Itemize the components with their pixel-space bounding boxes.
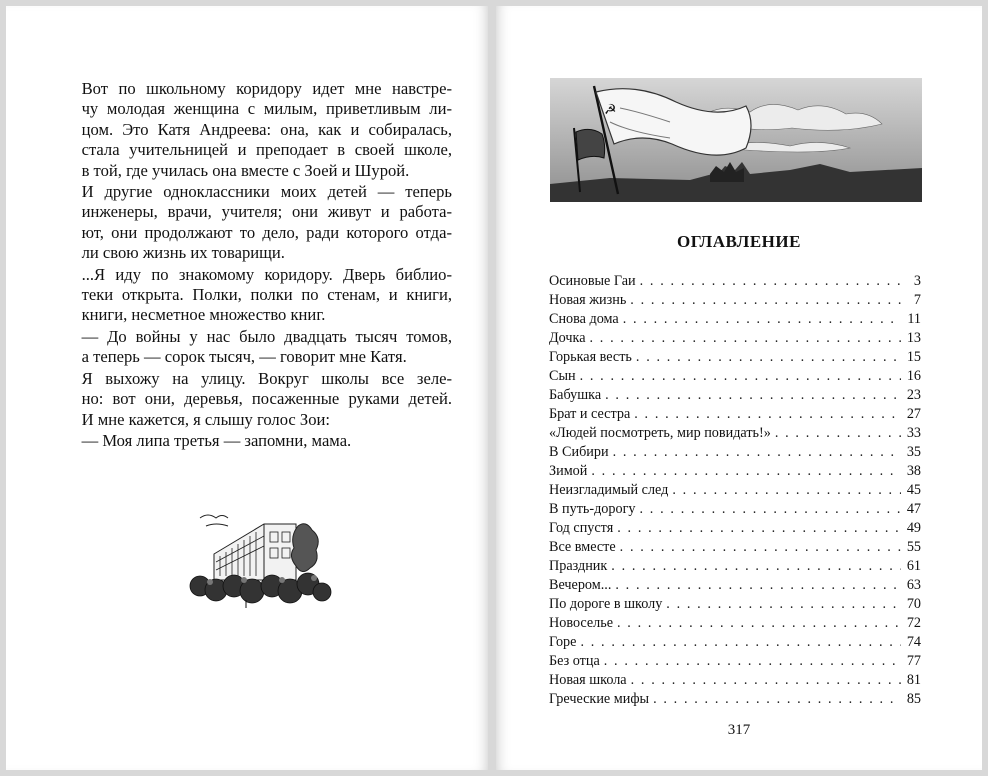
toc-entry-page: 72 (906, 615, 921, 631)
toc-leader-dots (604, 652, 901, 671)
toc-leader-dots (580, 633, 901, 652)
toc-leader-dots (666, 595, 901, 614)
toc-entry-title: Неизгладимый след (549, 482, 669, 498)
text-line: чу молодая женщина с милым, приветливым ли- (81, 99, 452, 119)
paragraph (60, 369, 452, 430)
toc-leader-dots (630, 291, 901, 310)
toc-entry[interactable] (549, 519, 921, 538)
toc-entry-page: 47 (906, 501, 921, 517)
toc-entry-title: Новая жизнь (549, 292, 627, 308)
toc-entry-page: 70 (906, 596, 921, 612)
toc-leader-dots (775, 424, 901, 443)
text-line: в той, где училась она вместе с Зоей и Шурой. (81, 160, 410, 180)
toc-entry[interactable] (549, 690, 921, 709)
toc-entry-page: 55 (906, 539, 921, 555)
toc-leader-dots (611, 557, 901, 576)
toc-entry-title: Все вместе (549, 539, 616, 555)
toc-title: ОГЛАВЛЕНИЕ (677, 232, 801, 251)
toc-entry-title: Вечером... (549, 577, 612, 593)
text-line: стала учительницей и преподает в своей школе, (81, 140, 452, 160)
toc-leader-dots (640, 272, 901, 291)
paragraph (60, 79, 452, 181)
text-line: Вот по школьному коридору идет мне навстре- (81, 79, 452, 98)
svg-text:☭: ☭ (604, 102, 617, 118)
toc-entry[interactable] (549, 614, 921, 633)
toc-entry[interactable] (549, 576, 921, 595)
paragraph (60, 265, 452, 326)
text-line: но: вот они, деревья, посаженные руками детей. (81, 389, 452, 409)
table-of-contents (549, 272, 921, 709)
text-line: цом. Это Катя Андреева: она, как и собиралась, (81, 119, 452, 139)
text-line: И мне кажется, я слышу голос Зои: (81, 409, 331, 429)
toc-entry[interactable] (549, 557, 921, 576)
toc-entry[interactable] (549, 481, 921, 500)
toc-entry[interactable] (549, 538, 921, 557)
flags-illustration (550, 78, 922, 202)
toc-entry-page: 85 (906, 691, 921, 707)
toc-entry-title: Без отца (549, 653, 600, 669)
toc-leader-dots (623, 310, 901, 329)
toc-leader-dots (613, 443, 901, 462)
toc-entry[interactable] (549, 671, 921, 690)
text-line: — Моя липа третья — запомни, мама. (81, 430, 352, 450)
toc-entry[interactable] (549, 272, 921, 291)
toc-entry-page: 33 (906, 425, 921, 441)
toc-entry[interactable] (549, 386, 921, 405)
toc-entry-title: «Людей посмотреть, мир повидать!» (549, 425, 771, 441)
toc-leader-dots (615, 576, 901, 595)
toc-entry-page: 74 (906, 634, 921, 650)
toc-entry-page: 13 (906, 330, 921, 346)
toc-leader-dots (617, 519, 901, 538)
left-page (6, 6, 488, 770)
toc-leader-dots (591, 462, 901, 481)
toc-entry[interactable] (549, 291, 921, 310)
toc-entry-page: 3 (913, 273, 921, 289)
paragraph (60, 327, 452, 368)
text-line: теки открыта. Полки, полки по стенам, и книги, (81, 285, 452, 305)
school-illustration (186, 496, 334, 608)
toc-entry-page: 7 (913, 292, 921, 308)
toc-entry-title: Осиновые Гаи (549, 273, 636, 289)
toc-entry-title: Брат и сестра (549, 406, 631, 422)
toc-entry-title: Горькая весть (549, 349, 632, 365)
toc-entry-page: 27 (906, 406, 921, 422)
toc-entry-title: Год спустя (549, 520, 614, 536)
toc-leader-dots (580, 367, 901, 386)
toc-entry-title: Сын (549, 368, 576, 384)
toc-entry[interactable] (549, 367, 921, 386)
text-line: а теперь — сорок тысяч, — говорит мне Катя. (81, 347, 407, 367)
toc-entry-title: Зимой (549, 463, 588, 479)
toc-entry-page: 23 (906, 387, 921, 403)
toc-entry-title: Греческие мифы (549, 691, 650, 707)
toc-entry-page: 16 (906, 368, 921, 384)
toc-entry-title: Дочка (549, 330, 586, 346)
toc-entry-title: Праздник (549, 558, 608, 574)
toc-entry-title: Горе (549, 634, 577, 650)
toc-entry-page: 15 (906, 349, 921, 365)
toc-leader-dots (634, 405, 901, 424)
toc-entry-page: 11 (907, 311, 921, 327)
text-line: книги, несметное множество книг. (81, 305, 326, 325)
text-line: Я выхожу на улицу. Вокруг школы все зеле- (81, 368, 452, 388)
toc-entry-title: Новоселье (549, 615, 614, 631)
toc-entry[interactable] (549, 595, 921, 614)
toc-entry[interactable] (549, 310, 921, 329)
toc-leader-dots (617, 614, 901, 633)
toc-entry-page: 77 (906, 653, 921, 669)
paragraph (60, 182, 452, 264)
toc-entry-title: В Сибири (549, 444, 609, 460)
toc-leader-dots (636, 348, 901, 367)
toc-entry-title: Снова дома (549, 311, 619, 327)
text-line: ли свою жизнь их товарищи. (81, 243, 285, 263)
toc-leader-dots (620, 538, 901, 557)
toc-entry-page: 63 (906, 577, 921, 593)
toc-leader-dots (631, 671, 901, 690)
right-page (496, 6, 982, 770)
toc-leader-dots (640, 500, 901, 519)
toc-entry-page: 38 (906, 463, 921, 479)
toc-entry-page: 81 (906, 672, 921, 688)
toc-entry-title: Бабушка (549, 387, 602, 403)
toc-entry[interactable] (549, 424, 921, 443)
toc-leader-dots (653, 690, 901, 709)
toc-entry-page: 61 (906, 558, 921, 574)
toc-entry-title: Новая школа (549, 672, 627, 688)
toc-entry[interactable] (549, 443, 921, 462)
toc-entry-title: По дороге в школу (549, 596, 663, 612)
text-line: — До войны у нас было двадцать тысяч томов, (81, 326, 452, 346)
toc-leader-dots (590, 329, 901, 348)
toc-entry[interactable] (549, 500, 921, 519)
body-text (60, 79, 452, 452)
text-line: инженеры, врачи, учителя; они живут и работа- (81, 202, 452, 222)
paragraph (60, 431, 452, 451)
page-number: 317 (727, 722, 751, 738)
text-line: ...Я иду по знакомому коридору. Дверь библио- (81, 264, 452, 284)
toc-entry[interactable] (549, 633, 921, 652)
toc-entry-title: В путь-дорогу (549, 501, 636, 517)
toc-entry-page: 35 (906, 444, 921, 460)
toc-leader-dots (605, 386, 901, 405)
toc-entry-page: 45 (906, 482, 921, 498)
toc-entry[interactable] (549, 348, 921, 367)
toc-entry[interactable] (549, 652, 921, 671)
toc-entry[interactable] (549, 462, 921, 481)
toc-entry[interactable] (549, 329, 921, 348)
toc-leader-dots (672, 481, 901, 500)
text-line: ют, они продолжают то дело, ради которого отда- (81, 222, 452, 242)
toc-entry-page: 49 (906, 520, 921, 536)
toc-entry[interactable] (549, 405, 921, 424)
text-line: И другие одноклассники моих детей — теперь (81, 182, 452, 202)
